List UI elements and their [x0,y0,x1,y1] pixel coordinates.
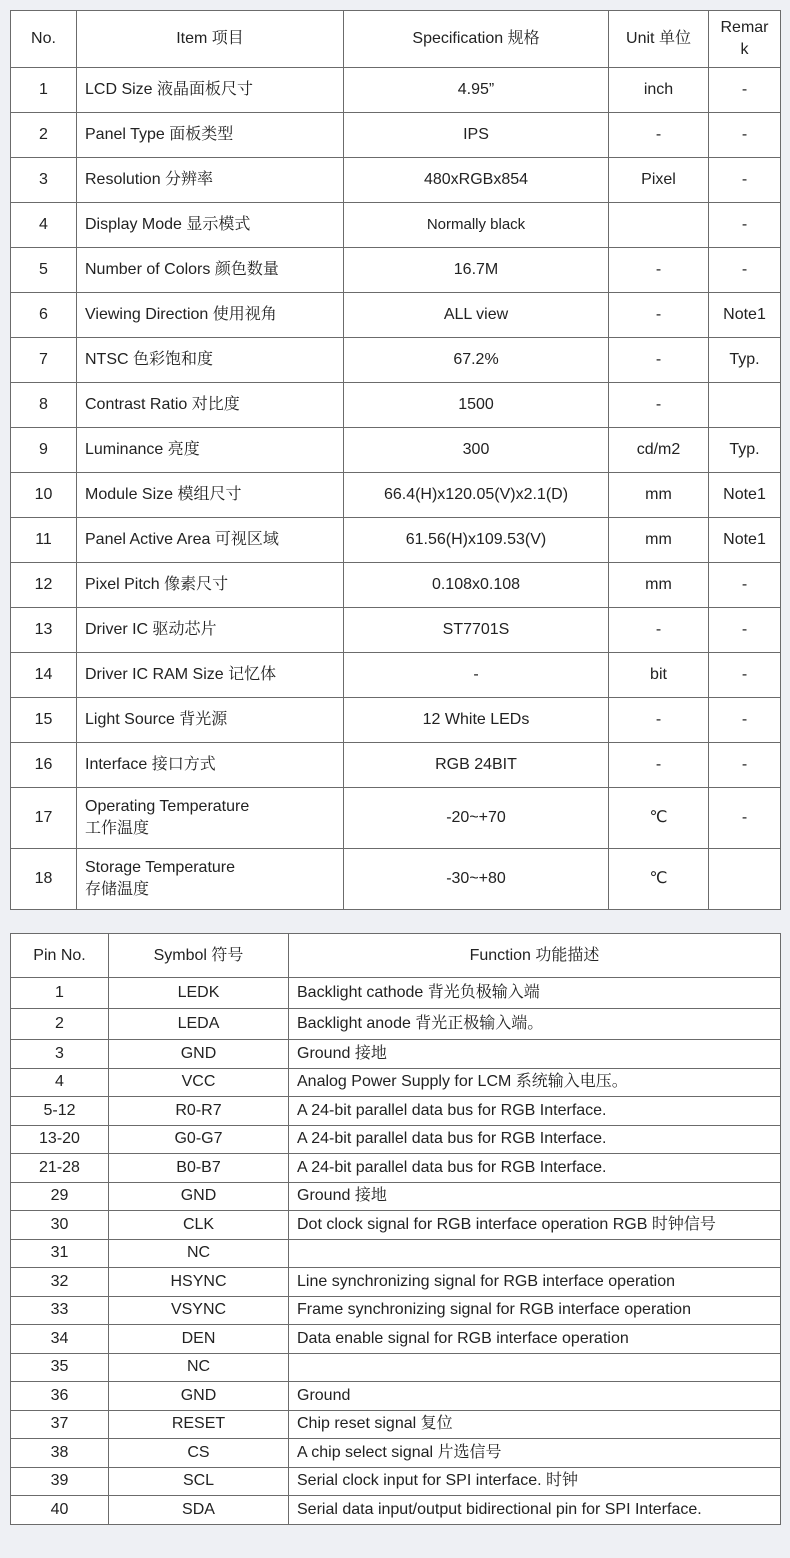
spec-header-row [11,11,781,68]
spec-no: 9 [11,428,77,473]
spec-item: Panel Type 面板类型 [77,113,344,158]
spec-remark: - [709,203,781,248]
pin-no: 38 [11,1439,109,1468]
spec-unit: mm [609,563,709,608]
spec-no: 8 [11,383,77,428]
pin-symbol: SDA [109,1496,289,1525]
spec-item: Contrast Ratio 对比度 [77,383,344,428]
spec-row [11,788,781,849]
pin-row [11,1068,781,1097]
spec-row [11,743,781,788]
pin-function: A 24-bit parallel data bus for RGB Interface. [289,1125,781,1154]
spec-remark: - [709,68,781,113]
spec-item-line2: 存储温度 [85,881,150,898]
header-remark-line2: k [740,41,749,58]
spec-item: Interface 接口方式 [77,743,344,788]
pin-row [11,1325,781,1354]
header-no: No. [11,11,77,68]
pin-no: 2 [11,1009,109,1040]
spec-row [11,563,781,608]
pin-symbol: NC [109,1353,289,1382]
pin-row [11,1467,781,1496]
spec-remark: - [709,158,781,203]
pin-function [289,1239,781,1268]
pin-symbol: R0-R7 [109,1097,289,1126]
pin-function: Backlight anode 背光正极输入端。 [289,1009,781,1040]
pin-symbol: HSYNC [109,1268,289,1297]
pin-no: 1 [11,978,109,1009]
spec-unit: - [609,383,709,428]
spec-item: Number of Colors 颜色数量 [77,248,344,293]
pin-row [11,1268,781,1297]
spec-value: 4.95” [344,68,609,113]
spec-row [11,293,781,338]
pin-no: 30 [11,1211,109,1240]
pin-function: Frame synchronizing signal for RGB interface operation [289,1296,781,1325]
spec-item-line1: Storage Temperature [85,859,236,877]
header-symbol: Symbol 符号 [109,934,289,978]
spec-item: LCD Size 液晶面板尺寸 [77,68,344,113]
spec-no: 13 [11,608,77,653]
spec-row [11,158,781,203]
pin-symbol: VCC [109,1068,289,1097]
header-function: Function 功能描述 [289,934,781,978]
spec-value: 480xRGBx854 [344,158,609,203]
spec-value: -20~+70 [344,788,609,849]
spec-remark: Note1 [709,518,781,563]
header-unit: Unit 单位 [609,11,709,68]
pin-row [11,1439,781,1468]
spec-item: Luminance 亮度 [77,428,344,473]
pin-function: A 24-bit parallel data bus for RGB Interface. [289,1154,781,1183]
pin-no: 36 [11,1382,109,1411]
spec-item-line1: Operating Temperature [85,798,250,816]
spec-remark: Typ. [709,338,781,383]
spec-item [77,788,344,849]
spec-unit [609,203,709,248]
pin-no: 37 [11,1410,109,1439]
pin-symbol: DEN [109,1325,289,1354]
pin-symbol: G0-G7 [109,1125,289,1154]
pin-function: Dot clock signal for RGB interface operation RGB 时钟信号 [289,1211,781,1240]
spec-unit: Pixel [609,158,709,203]
spec-unit: - [609,608,709,653]
spec-unit: inch [609,68,709,113]
spec-no: 11 [11,518,77,563]
pin-row [11,1154,781,1183]
pin-row [11,1125,781,1154]
spec-value: IPS [344,113,609,158]
spec-table [10,10,781,910]
pin-header-row [11,934,781,978]
spec-unit: - [609,113,709,158]
pin-function: Serial clock input for SPI interface. 时钟 [289,1467,781,1496]
spec-no: 14 [11,653,77,698]
spec-no: 7 [11,338,77,383]
pin-row [11,1182,781,1211]
pin-symbol: CLK [109,1211,289,1240]
spec-item: Panel Active Area 可视区域 [77,518,344,563]
spec-value: - [344,653,609,698]
spec-unit: mm [609,518,709,563]
spec-item: Light Source 背光源 [77,698,344,743]
spec-remark: - [709,113,781,158]
pin-row [11,1296,781,1325]
pin-no: 13-20 [11,1125,109,1154]
spec-no: 2 [11,113,77,158]
spec-no: 4 [11,203,77,248]
spec-value: -30~+80 [344,849,609,910]
spec-unit: - [609,338,709,383]
pin-symbol: LEDK [109,978,289,1009]
spec-value: 16.7M [344,248,609,293]
spec-unit: ℃ [609,849,709,910]
pin-row [11,1382,781,1411]
spec-row [11,653,781,698]
pin-no: 3 [11,1040,109,1069]
spec-row [11,203,781,248]
spec-item: NTSC 色彩饱和度 [77,338,344,383]
spec-remark: - [709,248,781,293]
spec-no: 16 [11,743,77,788]
pin-no: 31 [11,1239,109,1268]
pin-no: 21-28 [11,1154,109,1183]
spec-unit: - [609,698,709,743]
spec-row [11,68,781,113]
spec-row [11,473,781,518]
pin-no: 5-12 [11,1097,109,1126]
header-pin-no: Pin No. [11,934,109,978]
spec-remark [709,849,781,910]
pin-symbol: SCL [109,1467,289,1496]
spec-value: 0.108x0.108 [344,563,609,608]
pin-no: 35 [11,1353,109,1382]
pin-no: 32 [11,1268,109,1297]
spec-row [11,518,781,563]
pin-symbol: GND [109,1040,289,1069]
spec-unit: - [609,293,709,338]
pin-no: 29 [11,1182,109,1211]
spec-value: 66.4(H)x120.05(V)x2.1(D) [344,473,609,518]
pin-function: A chip select signal 片选信号 [289,1439,781,1468]
spec-value: 61.56(H)x109.53(V) [344,518,609,563]
pin-row [11,1211,781,1240]
pin-function: Backlight cathode 背光负极输入端 [289,978,781,1009]
pin-function: Line synchronizing signal for RGB interface operation [289,1268,781,1297]
spec-remark [709,383,781,428]
pin-function: Ground [289,1382,781,1411]
spec-unit: bit [609,653,709,698]
pin-row [11,1353,781,1382]
spec-no: 6 [11,293,77,338]
header-item: Item 项目 [77,11,344,68]
spec-item: Viewing Direction 使用视角 [77,293,344,338]
spec-unit: ℃ [609,788,709,849]
spec-no: 10 [11,473,77,518]
pin-row [11,1040,781,1069]
spec-no: 3 [11,158,77,203]
spec-value: 67.2% [344,338,609,383]
spec-item: Driver IC RAM Size 记忆体 [77,653,344,698]
spec-value: 1500 [344,383,609,428]
spec-item: Display Mode 显示模式 [77,203,344,248]
spec-no: 17 [11,788,77,849]
spec-unit: cd/m2 [609,428,709,473]
pin-no: 33 [11,1296,109,1325]
spec-row [11,608,781,653]
pin-function: Serial data input/output bidirectional pin for SPI Interface. [289,1496,781,1525]
spec-remark: Note1 [709,473,781,518]
spec-no: 5 [11,248,77,293]
spec-no: 12 [11,563,77,608]
spec-value: 300 [344,428,609,473]
pin-function: A 24-bit parallel data bus for RGB Interface. [289,1097,781,1126]
pin-symbol: B0-B7 [109,1154,289,1183]
spec-no: 1 [11,68,77,113]
pin-row [11,1496,781,1525]
pin-row [11,1009,781,1040]
spec-remark: - [709,563,781,608]
header-remark-line1: Remar [720,19,769,37]
spec-row [11,248,781,293]
spec-row [11,338,781,383]
spec-value: ST7701S [344,608,609,653]
pin-function [289,1353,781,1382]
spec-item: Module Size 模组尺寸 [77,473,344,518]
pin-symbol: CS [109,1439,289,1468]
pin-row [11,1410,781,1439]
spec-row [11,849,781,910]
spec-item-line2: 工作温度 [85,820,150,837]
pin-function: Chip reset signal 复位 [289,1410,781,1439]
spec-unit: mm [609,473,709,518]
spec-unit: - [609,248,709,293]
pin-row [11,1239,781,1268]
spec-item: Driver IC 驱动芯片 [77,608,344,653]
spec-remark: - [709,653,781,698]
pin-no: 39 [11,1467,109,1496]
spec-value: 12 White LEDs [344,698,609,743]
pin-function: Analog Power Supply for LCM 系统输入电压。 [289,1068,781,1097]
pin-symbol: LEDA [109,1009,289,1040]
spec-row [11,698,781,743]
spec-remark: - [709,788,781,849]
pin-no: 34 [11,1325,109,1354]
spec-remark: Note1 [709,293,781,338]
spec-item: Pixel Pitch 像素尺寸 [77,563,344,608]
pin-symbol: GND [109,1182,289,1211]
spec-row [11,113,781,158]
spec-no: 18 [11,849,77,910]
spec-remark: - [709,608,781,653]
pin-table [10,933,781,1525]
pin-function: Data enable signal for RGB interface operation [289,1325,781,1354]
spec-value: ALL view [344,293,609,338]
spec-row [11,383,781,428]
spec-remark: - [709,698,781,743]
spec-item [77,849,344,910]
pin-no: 4 [11,1068,109,1097]
pin-function: Ground 接地 [289,1040,781,1069]
spec-value: RGB 24BIT [344,743,609,788]
header-spec: Specification 规格 [344,11,609,68]
spec-row [11,428,781,473]
pin-function: Ground 接地 [289,1182,781,1211]
spec-item: Resolution 分辨率 [77,158,344,203]
spec-value: Normally black [344,203,609,248]
pin-symbol: RESET [109,1410,289,1439]
spec-remark: Typ. [709,428,781,473]
pin-symbol: NC [109,1239,289,1268]
spec-no: 15 [11,698,77,743]
pin-symbol: GND [109,1382,289,1411]
spec-unit: - [609,743,709,788]
pin-row [11,1097,781,1126]
pin-no: 40 [11,1496,109,1525]
pin-symbol: VSYNC [109,1296,289,1325]
spec-remark: - [709,743,781,788]
pin-row [11,978,781,1009]
header-remark [709,11,781,68]
